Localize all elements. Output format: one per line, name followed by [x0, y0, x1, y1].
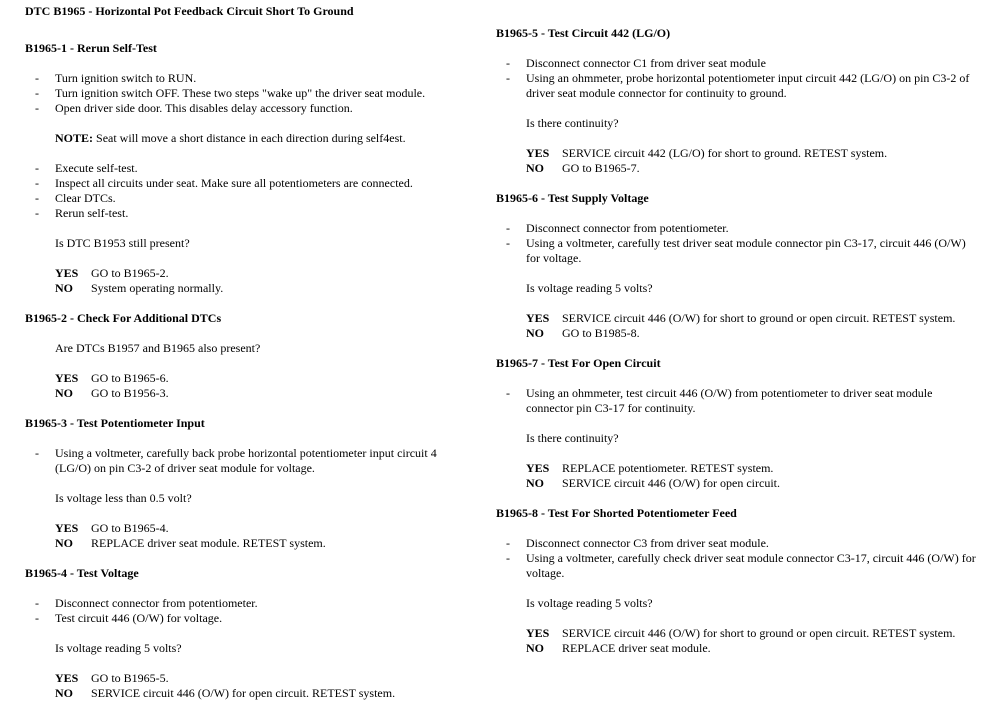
answer-yes: YES GO to B1965-4.: [55, 521, 169, 535]
answer-no: NO GO to B1965-7.: [526, 161, 640, 175]
step-item: - Disconnect connector from potentiometer.: [506, 221, 729, 235]
answer-no: NO REPLACE driver seat module.: [526, 641, 711, 655]
step-item: - Execute self-test.: [35, 161, 138, 175]
answer-yes: YES SERVICE circuit 442 (LG/O) for short to ground. RETEST system.: [526, 146, 888, 160]
question: Is there continuity?: [526, 116, 619, 130]
step-list: [496, 221, 976, 266]
left-column: [25, 4, 468, 716]
right-column: [496, 26, 976, 671]
section-b1965-8: [496, 506, 976, 656]
section-b1965-4: [25, 566, 468, 701]
step-list: [25, 71, 468, 116]
step-list: [496, 56, 976, 101]
section-b1965-5: [496, 26, 976, 176]
question: Is voltage reading 5 volts?: [526, 281, 653, 295]
section-b1965-1: [25, 41, 468, 296]
step-item: - Test circuit 446 (O/W) for voltage.: [35, 611, 223, 625]
answer-no: NO SERVICE circuit 446 (O/W) for open circuit. RETEST system.: [55, 686, 396, 700]
section-heading: B1965-6 - Test Supply Voltage: [496, 191, 649, 205]
step-item: - Inspect all circuits under seat. Make sure all potentiometers are connected.: [35, 176, 413, 190]
answer-yes: YES GO to B1965-5.: [55, 671, 169, 685]
step-item: - Rerun self-test.: [35, 206, 129, 220]
step-list: [25, 596, 468, 626]
question: Is there continuity?: [526, 431, 619, 445]
step-item: - Using a voltmeter, carefully test driver seat module connector pin C3-17, circuit 446 (O/W) for voltage.: [506, 236, 966, 265]
section-heading: B1965-3 - Test Potentiometer Input: [25, 416, 205, 430]
step-item: - Using an ohmmeter, probe horizontal potentiometer input circuit 442 (LG/O) on pin C3-2 of driver seat module connector for continuity to ground.: [506, 71, 970, 100]
step-list: [25, 161, 468, 221]
step-item: - Open driver side door. This disables delay accessory function.: [35, 101, 353, 115]
step-item: - Clear DTCs.: [35, 191, 116, 205]
step-item: - Using an ohmmeter, test circuit 446 (O/W) from potentiometer to driver seat module connector pin C3-17 for continuity.: [506, 386, 933, 415]
step-item: - Disconnect connector from potentiometer.: [35, 596, 258, 610]
section-heading: B1965-4 - Test Voltage: [25, 566, 139, 580]
section-heading: B1965-7 - Test For Open Circuit: [496, 356, 661, 370]
answer-yes: YES SERVICE circuit 446 (O/W) for short to ground or open circuit. RETEST system.: [526, 626, 956, 640]
section-b1965-2: [25, 311, 468, 401]
answer-no: NO REPLACE driver seat module. RETEST system.: [55, 536, 326, 550]
step-item: - Disconnect connector C3 from driver seat module.: [506, 536, 769, 550]
answer-no: NO SERVICE circuit 446 (O/W) for open circuit.: [526, 476, 780, 490]
document-title: DTC B1965 - Horizontal Pot Feedback Circuit Short To Ground: [25, 4, 354, 18]
step-item: - Using a voltmeter, carefully back probe horizontal potentiometer input circuit 4 (LG/O) on pin C3-2 of driver seat module for voltage.: [35, 446, 437, 475]
section-heading: B1965-8 - Test For Shorted Potentiometer Feed: [496, 506, 737, 520]
note: NOTE: Seat will move a short distance in each direction during self4est.: [55, 131, 406, 145]
answer-yes: YES GO to B1965-2.: [55, 266, 169, 280]
question: Is voltage reading 5 volts?: [55, 641, 182, 655]
step-list: [496, 536, 976, 581]
answer-yes: YES SERVICE circuit 446 (O/W) for short to ground or open circuit. RETEST system.: [526, 311, 956, 325]
question: Is DTC B1953 still present?: [55, 236, 190, 250]
section-heading: B1965-2 - Check For Additional DTCs: [25, 311, 222, 325]
section-heading: B1965-5 - Test Circuit 442 (LG/O): [496, 26, 671, 40]
answer-no: NO GO to B1985-8.: [526, 326, 640, 340]
section-b1965-7: [496, 356, 976, 491]
section-heading: B1965-1 - Rerun Self-Test: [25, 41, 157, 55]
answer-no: NO GO to B1956-3.: [55, 386, 169, 400]
answer-yes: YES REPLACE potentiometer. RETEST system.: [526, 461, 774, 475]
step-item: - Using a voltmeter, carefully check driver seat module connector C3-17, circuit 446 (O/W) for voltage.: [506, 551, 976, 580]
step-item: - Turn ignition switch OFF. These two steps "wake up" the driver seat module.: [35, 86, 426, 100]
question: Is voltage less than 0.5 volt?: [55, 491, 192, 505]
step-item: - Turn ignition switch to RUN.: [35, 71, 197, 85]
section-b1965-6: [496, 191, 976, 341]
step-list: [496, 386, 976, 416]
step-list: [25, 446, 468, 476]
answer-no: NO System operating normally.: [55, 281, 224, 295]
section-b1965-3: [25, 416, 468, 551]
answer-yes: YES GO to B1965-6.: [55, 371, 169, 385]
question: Are DTCs B1957 and B1965 also present?: [55, 341, 261, 355]
question: Is voltage reading 5 volts?: [526, 596, 653, 610]
step-item: - Disconnect connector C1 from driver seat module: [506, 56, 766, 70]
